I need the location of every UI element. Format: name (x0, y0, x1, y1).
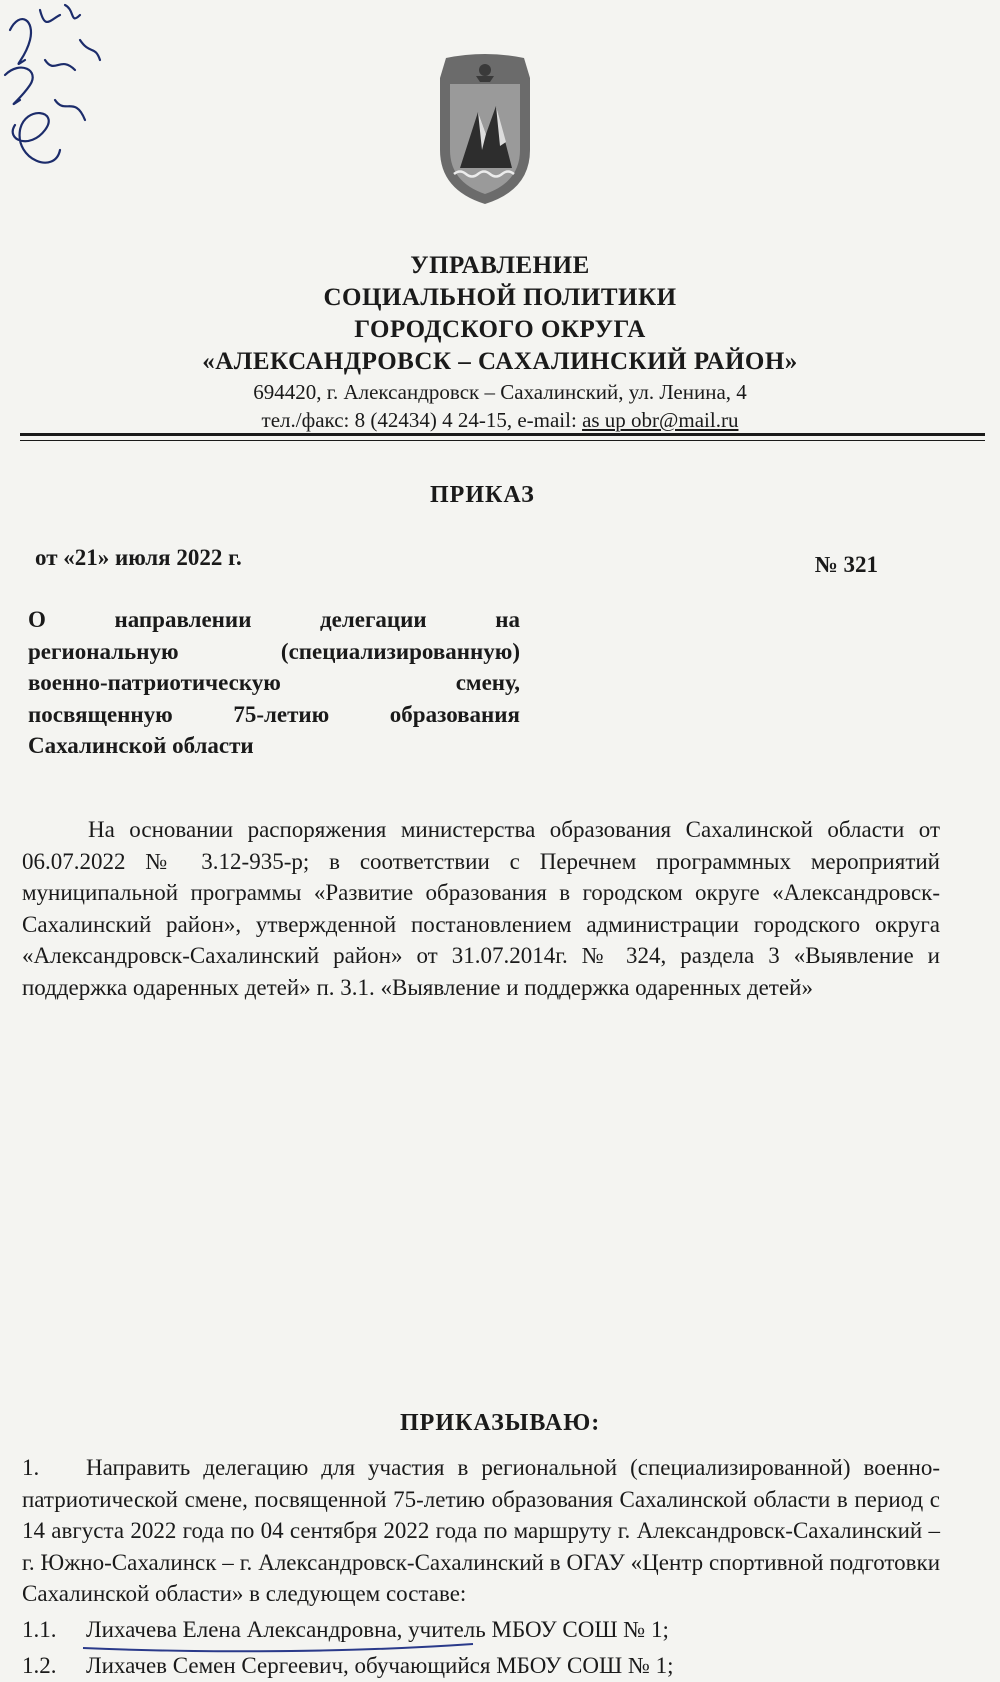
document-type-title: ПРИКАЗ (430, 482, 535, 508)
sub-item-text: Лихачева Елена Александровна, учитель МБОУ СОШ № 1; (86, 1617, 669, 1642)
subject-line: Сахалинской области (28, 733, 254, 758)
handwritten-underline (78, 1636, 478, 1656)
sub-item-text: Лихачев Семен Сергеевич, обучающийся МБОУ СОШ № 1; (86, 1653, 674, 1678)
email-link[interactable]: as up obr@mail.ru (582, 408, 739, 432)
document-date: от «21» июля 2022 г. (35, 545, 242, 570)
org-contacts (0, 406, 1000, 434)
preamble-paragraph: На основании распоряжения министерства образования Сахалинской области от 06.07.2022 № 3.12-935-р; в соответствии с Перечнем программных мероприятий муниципальной программы «Развитие образования в городском округе «Александровск-Сахалинский район», утвержденной постановлением администрации городского округа «Александровск-Сахалинский район» от 31.07.2014г. № 324, раздела 3 «Выявление и поддержка одаренных детей» п. 3.1. «Выявление и поддержка одаренных детей» (22, 817, 940, 1000)
handwritten-signature (0, 0, 110, 190)
document-number: № 321 (814, 552, 878, 577)
subject-line: региональную (специализированную) (28, 638, 520, 664)
org-name-line: УПРАВЛЕНИЕ (410, 252, 590, 279)
subject-line: О направлении делегации на (28, 607, 520, 632)
header-divider-thick (20, 433, 985, 436)
contacts-label: тел./факс: 8 (42434) 4 24-15, e-mail: (261, 408, 583, 432)
org-address: 694420, г. Александровск – Сахалинский, ул. Ленина, 4 (253, 380, 747, 404)
org-name-line: СОЦИАЛЬНОЙ ПОЛИТИКИ (323, 284, 677, 311)
org-name-line: «АЛЕКСАНДРОВСК – САХАЛИНСКИЙ РАЙОН» (202, 348, 798, 375)
org-name-line: ГОРОДСКОГО ОКРУГА (354, 316, 646, 343)
order-directive: ПРИКАЗЫВАЮ: (400, 1410, 601, 1436)
sub-item-number: 1.1. (22, 1617, 57, 1642)
coat-of-arms-emblem (426, 50, 544, 208)
document-subject (28, 604, 520, 762)
item-text: Направить делегацию для участия в региональной (специализированной) военно-патриотической смене, посвященной 75-летию образования Сахалинской области в период с 14 августа 2022 года по 04 сентября 2022 года по маршруту г. Александровск-Сахалинский – г. Южно-Сахалинск – г. Александровск-Сахалинский в ОГАУ «Центр спортивной подготовки Сахалинской области» в следующем составе: (22, 1455, 940, 1606)
subject-line: военно-патриотическую смену, (28, 670, 520, 695)
header-divider-thin (20, 440, 985, 441)
subject-line: посвященную 75-летию образования (28, 701, 520, 727)
item-number: 1. (22, 1455, 40, 1480)
sub-item-number: 1.2. (22, 1653, 57, 1678)
organization-block (0, 250, 1000, 434)
